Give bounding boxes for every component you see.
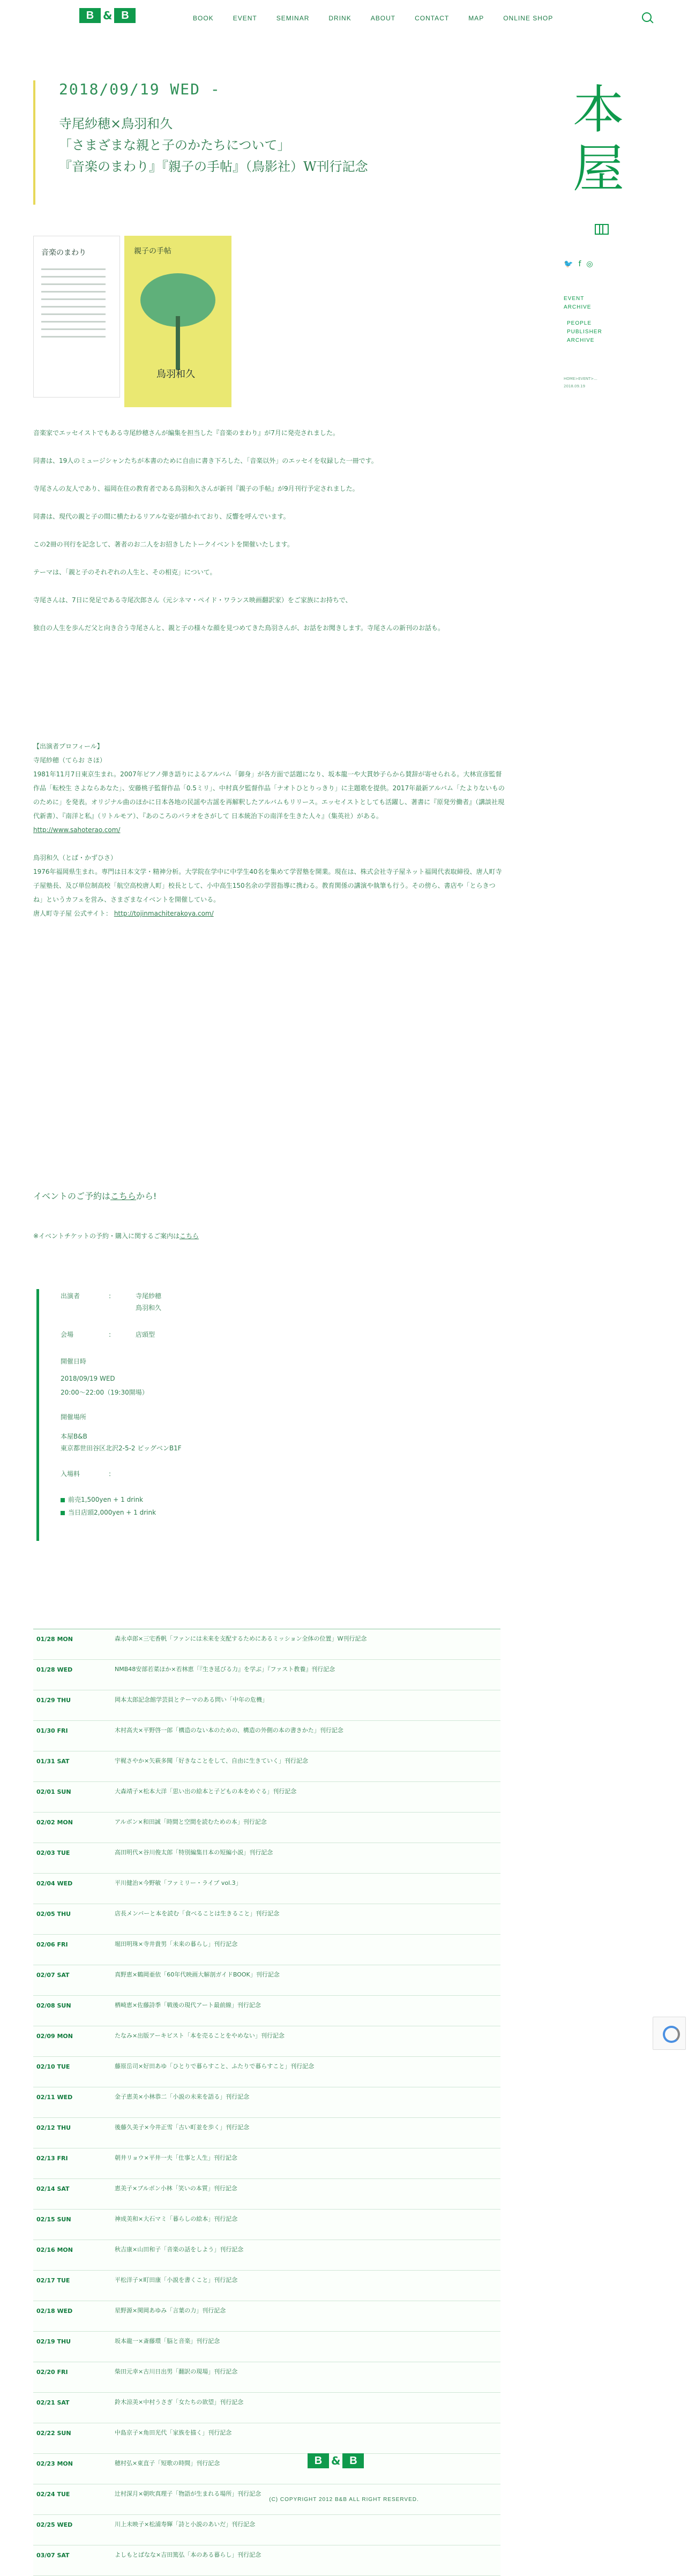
side-link-event[interactable]: EVENT <box>564 296 585 302</box>
side-date: 2018.09.19 <box>564 384 586 388</box>
event-list-date: 02/04 WED <box>36 1880 73 1887</box>
event-list-title[interactable]: アルボン×和田誠「時間と空間を読むための本」刊行記念 <box>115 1818 267 1825</box>
event-list-item[interactable] <box>33 2515 500 2545</box>
main-menu <box>193 14 553 22</box>
event-list-title[interactable]: 岡本太郎記念館学芸員とテーマのある問い「中年の危機」 <box>115 1696 268 1703</box>
event-list-item[interactable] <box>33 1629 500 1660</box>
ticket-door <box>61 1508 156 1517</box>
recaptcha-icon <box>663 2026 680 2043</box>
logo-b-right: B <box>114 8 136 23</box>
menu-about[interactable]: ABOUT <box>370 14 396 22</box>
ticket-advance-text: 前売1,500yen + 1 drink <box>68 1496 144 1503</box>
event-title <box>59 113 445 177</box>
side-link-archive-2[interactable]: ARCHIVE <box>567 338 595 343</box>
event-list-title[interactable]: 平川健治×今野敏「ファミリー・ライブ vol.3」 <box>115 1879 242 1886</box>
book-covers <box>33 236 237 429</box>
event-list-date: 01/30 FRI <box>36 1727 68 1734</box>
event-list-title[interactable]: 堀田明珠×寺井貴男「未来の暮らし」刊行記念 <box>115 1941 238 1948</box>
info-label-venue: 会場 <box>61 1331 74 1338</box>
info-cast-2: 鳥羽和久 <box>136 1304 162 1312</box>
logo-b-left: B <box>308 2453 329 2468</box>
info-label-date: 開催日時 <box>61 1358 87 1365</box>
book-author: 鳥羽和久 <box>156 369 195 380</box>
event-list-title[interactable]: 秋吉康×山田和子「音楽の話をしよう」刊行記念 <box>115 2246 244 2253</box>
social-links <box>564 260 593 268</box>
event-list-date: 02/15 SUN <box>36 2216 71 2223</box>
info-sep: : <box>109 1470 111 1478</box>
ticket-notice <box>33 1231 199 1240</box>
apply-post: から! <box>136 1191 157 1201</box>
instagram-icon[interactable]: ◎ <box>586 260 593 268</box>
event-list-item[interactable] <box>33 2545 500 2576</box>
menu-seminar[interactable]: SEMINAR <box>276 14 310 22</box>
event-list-item[interactable] <box>33 2026 500 2057</box>
apply-pre: イベントのご予約は <box>33 1191 111 1201</box>
event-list-date: 03/07 SAT <box>36 2552 70 2559</box>
event-list-date: 02/01 SUN <box>36 1788 71 1795</box>
event-list-title[interactable]: 後藤久美子×今井正雪「古い町並を歩く」刊行記念 <box>115 2124 250 2131</box>
info-label-place: 開催場所 <box>61 1413 87 1421</box>
event-list-title[interactable]: 川上未映子×松浦寿輝「詩と小説のあいだ」刊行記念 <box>115 2521 256 2528</box>
search-icon[interactable] <box>642 12 652 22</box>
top-nav <box>0 0 688 36</box>
profile-name: 鳥羽和久（とば・かずひさ） <box>33 854 117 862</box>
event-list-date: 02/21 SAT <box>36 2399 70 2406</box>
menu-book[interactable]: BOOK <box>193 14 214 22</box>
side-link-publisher[interactable]: PUBLISHER <box>567 329 602 335</box>
event-list-date: 01/28 WED <box>36 1666 73 1673</box>
event-list-title[interactable]: 藤原岳司×好田あゆ「ひとりで暮らすこと、ふたりで暮らすこと」刊行記念 <box>115 2063 315 2070</box>
menu-event[interactable]: EVENT <box>233 14 257 22</box>
event-list-title[interactable]: 穂村弘×東直子「短歌の時間」刊行記念 <box>115 2460 220 2467</box>
event-title-line: 寺尾紗穂×鳥羽和久 <box>59 116 173 131</box>
book-cover-ongaku <box>33 236 120 398</box>
apply-line <box>33 1189 156 1202</box>
event-description <box>33 427 505 650</box>
event-list-date: 02/22 SUN <box>36 2430 71 2437</box>
paragraph: 同書は、19人のミュージシャンたちが本書のために自由に書き下ろした、「音楽以外」のエッセイを収録した一冊です。 <box>33 457 378 465</box>
profile-name: 寺尾紗穂（てらお さほ） <box>33 757 106 764</box>
event-list-item[interactable] <box>33 1660 500 1690</box>
paragraph: この2冊の刊行を記念して、著者のお二人をお招きしたトークイベントを開催いたします。 <box>33 541 294 548</box>
event-list-item[interactable] <box>33 1751 500 1782</box>
event-list-item[interactable] <box>33 2240 500 2271</box>
logo-b-right: B <box>342 2453 364 2468</box>
book-title: 音楽のまわり <box>41 249 86 257</box>
event-header <box>33 80 445 205</box>
event-title-line: 『音楽のまわり』『親子の手帖』（鳥影社）W刊行記念 <box>59 159 368 174</box>
info-sep: : <box>109 1292 111 1300</box>
event-list-date: 02/24 TUE <box>36 2491 70 2498</box>
event-list-item[interactable] <box>33 2118 500 2148</box>
honya-char-ya: 屋 <box>573 139 624 199</box>
event-list-title[interactable]: 神成美和×大石マミ「暮らしの絵本」刊行記念 <box>115 2215 238 2222</box>
grid-view-icon[interactable] <box>595 224 609 235</box>
event-date: 2018/09/19 WED - <box>59 80 221 98</box>
facebook-icon[interactable]: f <box>578 260 581 268</box>
event-list-title[interactable]: 宇梶さやか×矢萩多聞「好きなことをして、自由に生きていく」刊行記念 <box>115 1757 308 1764</box>
event-list-date: 01/29 THU <box>36 1697 71 1704</box>
info-time: 20:00〜22:00（19:30開場） <box>61 1389 148 1396</box>
contents-lines <box>41 268 106 343</box>
info-cast-1: 寺尾紗穂 <box>136 1292 162 1300</box>
event-info <box>36 1289 361 1541</box>
profile-text: 1976年福岡県生まれ。専門は日本文学・精神分析。大学院在学中に中学生40名を集めて学習塾を開業。現在は、株式会社寺子屋ネット福岡代表取締役、唐人町寺子屋塾長、及び単位制高校「航空高校唐人町」校長として、小中高生150名余の学習指導に携わる。教育関係の講演や執筆も行う。その傍ら、書店や「とらきつね」というカフェを営み、さまざまなイベントを開催している。 <box>33 868 502 903</box>
logo-amp: & <box>331 2454 341 2467</box>
paragraph: 寺尾さんの友人であり、福岡在住の教育者である鳥羽和久さんが新刊『親子の手帖』が9月刊行予定されました。 <box>33 485 359 492</box>
event-list-title[interactable]: 大森靖子×松本大洋「思い出の絵本と子どもの本をめぐる」刊行記念 <box>115 1788 297 1795</box>
paragraph: 独自の人生を歩んだ父と向き合う寺尾さんと、親と子の様々な顔を見つめてきた鳥羽さんが、お話をお聞きします。寺尾さんの新刊のお話も。 <box>33 624 445 632</box>
logo-b-left: B <box>79 8 101 23</box>
event-list-title[interactable]: 平松洋子×町田康「小説を書くこと」刊行記念 <box>115 2277 238 2283</box>
twitter-icon[interactable]: 🐦 <box>564 260 573 268</box>
apply-link[interactable]: こちら <box>110 1191 137 1201</box>
ticket-advance <box>61 1495 143 1504</box>
honya-logo <box>569 80 628 198</box>
event-list <box>33 1629 500 2576</box>
menu-map[interactable]: MAP <box>468 14 484 22</box>
event-list-item[interactable] <box>33 2454 500 2484</box>
event-list-item[interactable] <box>33 1904 500 1935</box>
event-title-line: 「さまざまな親と子のかたちについて」 <box>59 138 290 153</box>
event-list-title[interactable]: 坂本龍一×斎藤環「脳と音楽」刊行記念 <box>115 2338 220 2345</box>
event-list-title[interactable]: たなみ×出版アーキビスト「本を売ることをやめない」刊行記念 <box>115 2032 285 2039</box>
tree-trunk <box>176 316 180 370</box>
profile-link[interactable]: http://www.sahoterao.com/ <box>33 826 121 834</box>
menu-drink[interactable]: DRINK <box>328 14 352 22</box>
event-list-item[interactable] <box>33 2179 500 2210</box>
event-list-title[interactable]: 鈴木涼美×中村うさぎ「女たちの欲望」刊行記念 <box>115 2399 244 2406</box>
profile-text: 1981年11月7日東京生まれ。2007年ピアノ弾き語りによるアルバム「御身」が各方面で話題になり、坂本龍一や大貫妙子らから賛辞が寄せられる。大林宣彦監督作品「転校生 さよならあなた」、安藤桃子監督作品「0.5ミリ」、中村真夕監督作品「ナオトひとりっきり」に主題歌を提供。2017年最新アルバム「たよりないもののために」を発表。オリジナル曲のほかに日本各地の民謡や古謡を再解釈したアルバムもリリース。エッセイストとしても活躍し、著書に『原発労働者』（講談社現代新書）、『南洋と私』（リトルモア）、『あのころのパラオをさがして 日本統治下の南洋を生きた人々』（集英社）がある。 <box>33 770 505 820</box>
profile-terao <box>33 739 505 837</box>
profile-shop-label: 唐人町寺子屋 公式サイト： <box>33 910 112 917</box>
event-list-item[interactable] <box>33 1813 500 1843</box>
info-place-2: 東京都世田谷区北沢2-5-2 ビッグベンB1F <box>61 1444 182 1452</box>
event-list-title[interactable]: 森永卓郎×三宅香帆「ファンには未来を支配するためにあるミッション全体の位置」W刊行記念 <box>115 1635 367 1642</box>
event-list-date: 02/20 FRI <box>36 2369 68 2376</box>
event-list-date: 02/07 SAT <box>36 1972 70 1979</box>
notice-pre: ※イベントチケットの予約・購入に関するご案内は <box>33 1232 180 1240</box>
info-sep: : <box>109 1331 111 1338</box>
event-list-date: 01/31 SAT <box>36 1758 70 1765</box>
event-list-item[interactable] <box>33 1965 500 1996</box>
info-label-fee: 入場料 <box>61 1470 80 1478</box>
event-list-date: 02/19 THU <box>36 2338 71 2345</box>
logo-amp: & <box>103 9 113 22</box>
event-list-date: 02/17 TUE <box>36 2277 70 2284</box>
event-list-date: 01/28 MON <box>36 1636 73 1643</box>
event-list-date: 02/02 MON <box>36 1819 73 1826</box>
notice-link[interactable]: こちら <box>179 1232 199 1240</box>
menu-online-shop[interactable]: ONLINE SHOP <box>503 14 554 22</box>
event-list-title[interactable]: 中島京子×角田光代「家族を描く」刊行記念 <box>115 2429 232 2436</box>
profile-link[interactable]: http://tojinmachiterakoya.com/ <box>114 910 214 917</box>
event-list-title[interactable]: 星野源×関岡あゆみ「言葉の力」刊行記念 <box>115 2307 226 2314</box>
square-bullet-icon <box>61 1498 65 1502</box>
event-list-title[interactable]: 恵美子×ブルボン小林「笑いの本質」刊行記念 <box>115 2185 237 2192</box>
event-list-date: 02/14 SAT <box>36 2185 70 2192</box>
event-list-date: 02/25 WED <box>36 2521 73 2528</box>
event-list-item[interactable] <box>33 2057 500 2087</box>
event-list-item[interactable] <box>33 2332 500 2362</box>
profiles <box>33 739 505 934</box>
site-logo[interactable] <box>79 8 136 24</box>
event-list-item[interactable] <box>33 2393 500 2423</box>
breadcrumb[interactable]: HOME>EVENT>... <box>564 377 597 381</box>
event-list-title[interactable]: 栖崎恵×佐藤詩季「戦後の現代アート最前線」刊行記念 <box>115 2002 261 2009</box>
event-list-item[interactable] <box>33 2301 500 2332</box>
event-list-item[interactable] <box>33 1843 500 1874</box>
event-list-title[interactable]: 柴田元幸×古川日出男「翻訳の現場」刊行記念 <box>115 2368 238 2375</box>
info-place-1: 本屋B&B <box>61 1433 87 1440</box>
profile-heading: 【出演者プロフィール】 <box>33 743 103 750</box>
event-list-date: 02/23 MON <box>36 2460 73 2467</box>
event-list-date: 02/18 WED <box>36 2308 73 2315</box>
event-list-title[interactable]: NMB48安部若菜ほか×若林恵「『生き延びる力』を学ぶ」『ファスト教養』刊行記念 <box>115 1666 335 1673</box>
book-cover-oyako <box>124 236 231 407</box>
event-list-title[interactable]: 金子恵美×小林恭二「小説の未来を語る」刊行記念 <box>115 2093 250 2100</box>
side-nav <box>564 295 602 345</box>
event-list-item[interactable] <box>33 2210 500 2240</box>
event-list-date: 02/08 SUN <box>36 2002 71 2009</box>
event-list-date: 02/09 MON <box>36 2033 73 2040</box>
event-list-title[interactable]: 真野恵×鶴岡亜依「60年代映画大解剖ガイドBOOK」刊行記念 <box>115 1971 280 1978</box>
event-list-item[interactable] <box>33 1721 500 1751</box>
event-list-date: 02/11 WED <box>36 2094 73 2101</box>
event-list-date: 02/03 TUE <box>36 1849 70 1856</box>
event-list-title[interactable]: 木村高夫×平野啓一郎「構造のない本のための、構造の外側の本の書きかた」刊行記念 <box>115 1727 343 1734</box>
menu-contact[interactable]: CONTACT <box>415 14 450 22</box>
footer-logo[interactable] <box>308 2453 364 2469</box>
event-list-item[interactable] <box>33 2087 500 2118</box>
event-list-title[interactable]: 辻村深月×朝吹真理子「物語が生まれる場所」刊行記念 <box>115 2490 261 2497</box>
copyright: (C) COPYRIGHT 2012 B&B ALL RIGHT RESERVED. <box>269 2497 419 2503</box>
info-date: 2018/09/19 WED <box>61 1375 115 1382</box>
paragraph: 寺尾さんは、7日に発足である寺尾次郎さん（元シネマ・ペイド・ワランス映画翻訳家）をご家族にお持ちで、 <box>33 596 352 604</box>
paragraph: 音楽家でエッセイストでもある寺尾紗穂さんが編集を担当した『音楽のまわり』が7月に発売されました。 <box>33 429 339 437</box>
profile-toba <box>33 851 505 920</box>
event-list-date: 02/16 MON <box>36 2246 73 2253</box>
event-list-date: 02/10 TUE <box>36 2063 70 2070</box>
event-list-title[interactable]: 朝井リョウ×平井一夫「仕事と人生」刊行記念 <box>115 2154 237 2161</box>
event-list-date: 02/06 FRI <box>36 1941 68 1948</box>
event-list-item[interactable] <box>33 1690 500 1721</box>
side-link-archive[interactable]: ARCHIVE <box>564 304 592 310</box>
square-bullet-icon <box>61 1511 65 1515</box>
event-list-date: 02/05 THU <box>36 1911 71 1918</box>
recaptcha-badge[interactable] <box>653 2017 686 2050</box>
info-venue: 店頭型 <box>136 1331 155 1338</box>
honya-char-hon: 本 <box>573 80 624 140</box>
info-label-cast: 出演者 <box>61 1292 80 1300</box>
event-list-item[interactable] <box>33 1874 500 1904</box>
event-list-title[interactable]: よしもとばなな×吉田篤弘「本のある暮らし」刊行記念 <box>115 2551 261 2558</box>
paragraph: テーマは、「親と子のそれぞれの人生と、その相克」について。 <box>33 568 216 576</box>
ticket-door-text: 当日店頭2,000yen + 1 drink <box>68 1509 156 1516</box>
side-link-people[interactable]: PEOPLE <box>567 320 592 326</box>
event-list-item[interactable] <box>33 2148 500 2179</box>
event-list-date: 02/12 THU <box>36 2124 71 2131</box>
event-list-title[interactable]: 高田明代×谷川俊太郎「特別編集日本の短編小説」刊行記念 <box>115 1849 273 1856</box>
book-title: 親子の手帖 <box>134 247 171 256</box>
event-list-item[interactable] <box>33 2423 500 2454</box>
event-list-date: 02/13 FRI <box>36 2155 68 2162</box>
event-list-item[interactable] <box>33 2362 500 2393</box>
event-list-item[interactable] <box>33 2271 500 2301</box>
paragraph: 同書は、現代の親と子の間に横たわるリアルな姿が描かれており、反響を呼んでいます。 <box>33 513 290 520</box>
side-meta <box>564 375 597 390</box>
event-list-item[interactable] <box>33 1935 500 1965</box>
event-list-item[interactable] <box>33 1996 500 2026</box>
event-list-title[interactable]: 店長メンバーと本を読む「食べることは生きること」刊行記念 <box>115 1910 280 1917</box>
event-list-item[interactable] <box>33 1782 500 1813</box>
